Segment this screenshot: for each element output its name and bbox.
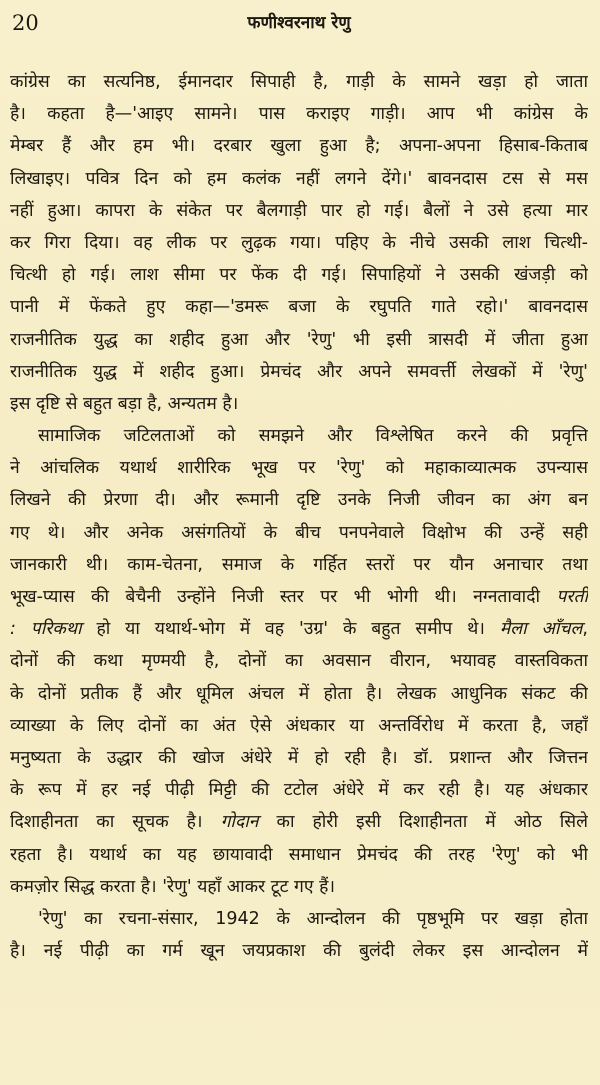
- page-number: 20: [12, 11, 39, 35]
- text-line: नहीं हुआ। कापरा के संकेत पर बैलगाड़ी पार हो गई। बैलों ने उसे हत्या मार: [10, 200, 588, 221]
- text-run: भूख-प्यास की बेचैनी उन्होंने निजी स्तर पर भी भोगी थी। नग्नतावादी: [10, 587, 557, 607]
- text-line: लिखाइए। पवित्र दिन को हम कलंक नहीं लगने देंगे।' बावनदास टस से मस: [10, 168, 588, 189]
- text-line: है। कहता है—'आइए सामने। पास कराइए गाड़ी। आप भी कांग्रेस के: [10, 104, 588, 125]
- text-line: राजनीतिक युद्ध का शहीद हुआ और 'रेणु' भी इसी त्रासदी में जीता हुआ: [10, 329, 588, 350]
- text-line: राजनीतिक युद्ध में शहीद हुआ। प्रेमचंद और अपने समवर्त्ती लेखकों में 'रेणु': [10, 361, 588, 382]
- text-line: व्याख्या के लिए दोनों का अंत ऐसे अंधकार या अन्तर्विरोध में करता है, जहाँ: [10, 715, 588, 736]
- text-line: गए थे। और अनेक असंगतियों के बीच पनपनेवाले विक्षोभ की उन्हें सही: [10, 522, 588, 543]
- text-run: हो या यथार्थ-भोग में वह 'उग्र' के बहुत समीप थे।: [81, 619, 500, 640]
- text-line: [10, 581, 588, 613]
- text-run: ,: [582, 619, 588, 640]
- text-line: है। नई पीढ़ी का गर्म खून जयप्रकाश की बुलंदी लेकर इस आन्दोलन में: [10, 941, 588, 962]
- text-line: के रूप में हर नई पीढ़ी मिट्टी की टटोल अंधेरे में कर रही है। यह अंधकार: [10, 780, 588, 801]
- text-line: लिखने की प्रेरणा दी। और रूमानी दृष्टि उनके निजी जीवन का अंग बन: [10, 490, 588, 511]
- text-line: दोनों की कथा मृण्मयी है, दोनों का अवसान वीरान, भयावह वास्तविकता: [10, 651, 588, 672]
- text-run: का होरी इसी दिशाहीनता में ओठ सिले: [258, 812, 588, 833]
- text-line: मनुष्यता के उद्धार की खोज अंधेरे में हो रही है। डॉ. प्रशान्त और जित्तन: [10, 747, 588, 768]
- text-line: जानकारी थी। काम-चेतना, समाज के गर्हित स्तरों पर यौन अनाचार तथा: [10, 554, 588, 575]
- text-line: [10, 613, 588, 645]
- text-line: ने आंचलिक यथार्थ शारीरिक भूख पर 'रेणु' को महाकाव्यात्मक उपन्यास: [10, 458, 588, 479]
- text-line: पानी में फेंकते हुए कहा—'डमरू बजा के रघुपति गाते रहो।' बावनदास: [10, 297, 588, 318]
- book-title-italic: : परिकथा: [10, 619, 82, 640]
- text-line: कर गिरा दिया। वह लीक पर लुढ़क गया। पहिए के नीचे उसकी लाश चित्थी-: [10, 232, 588, 253]
- book-title-italic: मैला आँचल: [499, 619, 583, 640]
- text-line: चित्थी हो गई। लाश सीमा पर फेंक दी गई। सिपाहियों ने उसकी खंजड़ी को: [10, 265, 588, 286]
- text-line: इस दृष्टि से बहुत बड़ा है, अन्यतम है।: [10, 393, 239, 414]
- text-line: कांग्रेस का सत्यनिष्ठ, ईमानदार सिपाही है, गाड़ी के सामने खड़ा हो जाता: [10, 72, 588, 92]
- text-line: रहता है। यथार्थ का यह छायावादी समाधान प्रेमचंद की तरह 'रेणु' को भी: [10, 844, 588, 865]
- text-line: के दोनों प्रतीक हैं और धूमिल अंचल में होता है। लेखक आधुनिक संकट की: [10, 683, 588, 704]
- running-head: [10, 10, 588, 44]
- text-line: कमज़ोर सिद्ध करता है। 'रेणु' यहाँ आकर टूट गए हैं।: [10, 876, 336, 897]
- text-line: मेम्बर हैं और हम भी। दरबार खुला हुआ है; अपना-अपना हिसाब-किताब: [10, 136, 588, 157]
- text-line: सामाजिक जटिलताओं को समझने और विश्लेषित करने की प्रवृत्ति: [38, 426, 588, 447]
- text-run: दिशाहीनता का सूचक है।: [10, 812, 221, 833]
- text-line: 'रेणु' का रचना-संसार, 1942 के आन्दोलन की पृष्ठभूमि पर खड़ा होता: [38, 908, 588, 929]
- book-title-italic: गोदान: [220, 812, 259, 833]
- text-line: [10, 806, 588, 838]
- running-title: फणीश्वरनाथ रेणु: [247, 13, 351, 33]
- book-title-italic: परती: [556, 587, 588, 607]
- body-text: [10, 66, 588, 967]
